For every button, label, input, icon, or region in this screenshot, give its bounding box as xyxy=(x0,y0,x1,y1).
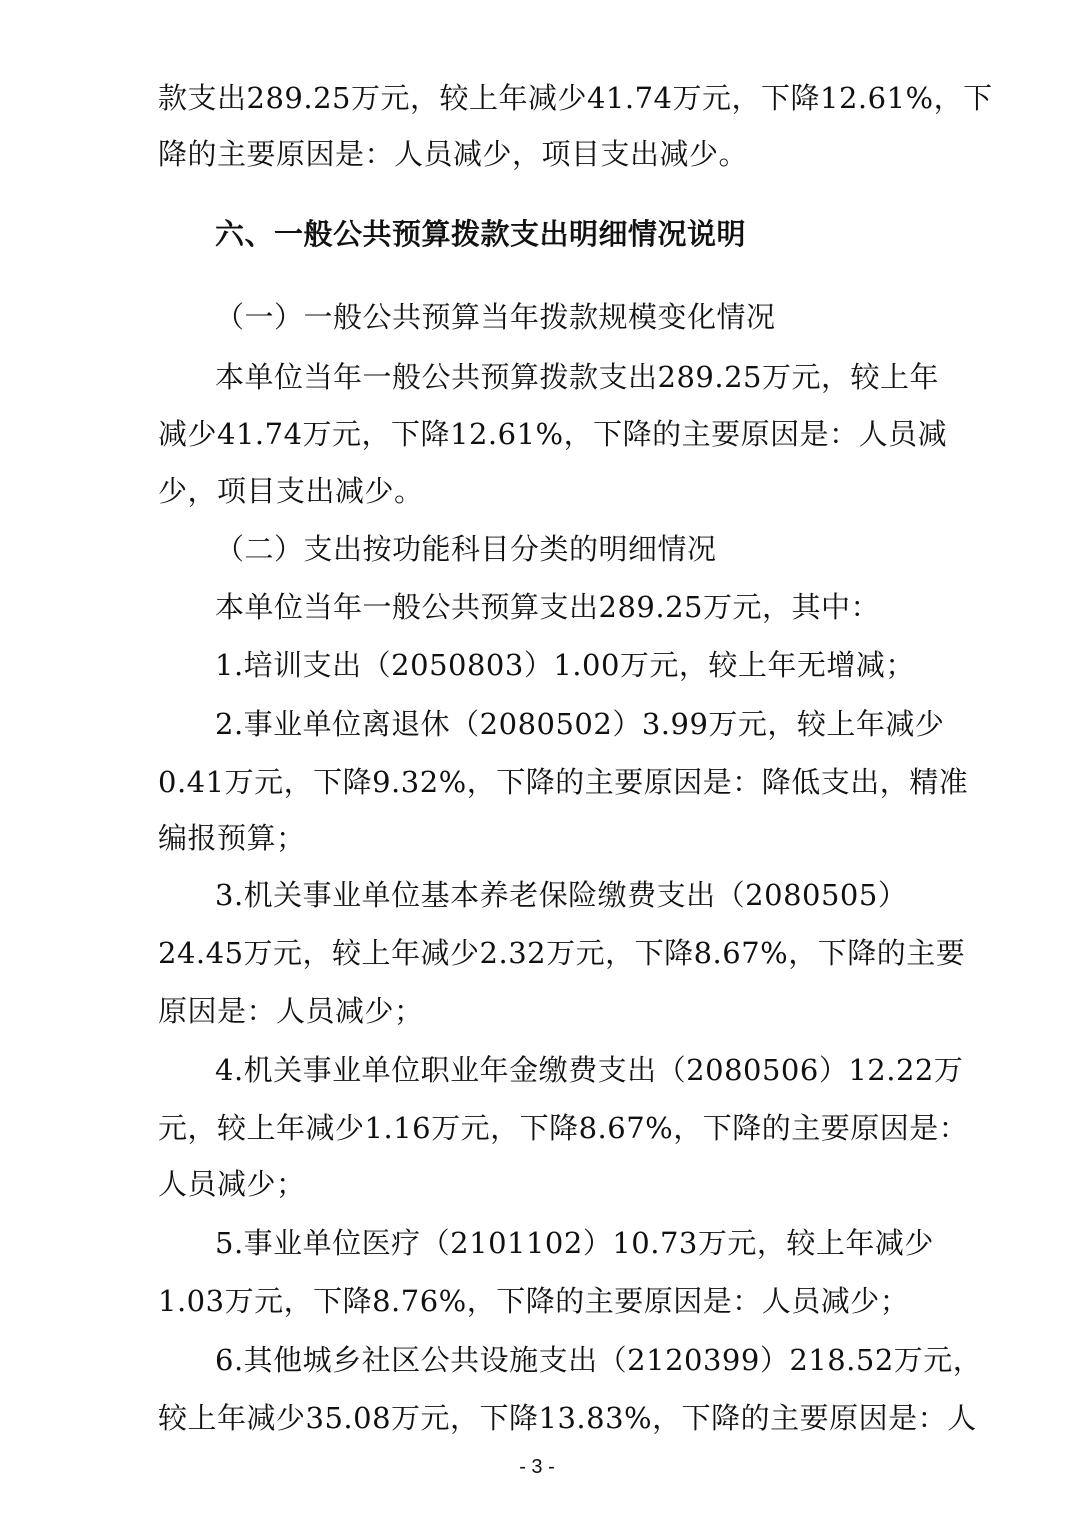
page-number: - 3 - xyxy=(519,1456,555,1478)
paragraph-line: 减少41.74万元，下降12.61%，下降的主要原因是：人员减 xyxy=(158,417,948,451)
list-item-continuation: 编报预算； xyxy=(158,821,306,855)
paragraph-line: 本单位当年一般公共预算支出289.25万元，其中： xyxy=(215,590,880,624)
list-item-continuation: 人员减少； xyxy=(158,1167,306,1201)
section-heading: 六、一般公共预算拨款支出明细情况说明 xyxy=(215,217,747,251)
list-item: 4.机关事业单位职业年金缴费支出（2080506）12.22万 xyxy=(215,1053,964,1087)
list-item-continuation: 元，较上年减少1.16万元，下降8.67%，下降的主要原因是： xyxy=(158,1111,969,1145)
list-item-continuation: 0.41万元，下降9.32%，下降的主要原因是：降低支出，精准 xyxy=(158,765,969,799)
subsection-heading: （二）支出按功能科目分类的明细情况 xyxy=(215,532,717,566)
list-item-continuation: 较上年减少35.08万元，下降13.83%，下降的主要原因是：人 xyxy=(158,1401,977,1435)
paragraph-line: 降的主要原因是：人员减少，项目支出减少。 xyxy=(158,137,749,171)
list-item: 2.事业单位离退休（2080502）3.99万元，较上年减少 xyxy=(215,707,945,741)
subsection-heading: （一）一般公共预算当年拨款规模变化情况 xyxy=(215,300,776,334)
paragraph-line: 本单位当年一般公共预算拨款支出289.25万元，较上年 xyxy=(215,360,939,394)
list-item-continuation: 1.03万元，下降8.76%，下降的主要原因是：人员减少； xyxy=(158,1284,910,1318)
list-item-continuation: 24.45万元，较上年减少2.32万元，下降8.67%，下降的主要 xyxy=(158,936,966,970)
list-item: 5.事业单位医疗（2101102）10.73万元，较上年减少 xyxy=(215,1226,934,1260)
list-item-continuation: 原因是：人员减少； xyxy=(158,994,424,1028)
list-item: 1.培训支出（2050803）1.00万元，较上年无增减； xyxy=(215,648,915,682)
list-item: 3.机关事业单位基本养老保险缴费支出（2080505） xyxy=(215,878,908,912)
paragraph-line: 款支出289.25万元，较上年减少41.74万元，下降12.61%，下 xyxy=(158,81,993,115)
paragraph-line: 少，项目支出减少。 xyxy=(158,474,424,508)
list-item: 6.其他城乡社区公共设施支出（2120399）218.52万元， xyxy=(215,1343,983,1377)
